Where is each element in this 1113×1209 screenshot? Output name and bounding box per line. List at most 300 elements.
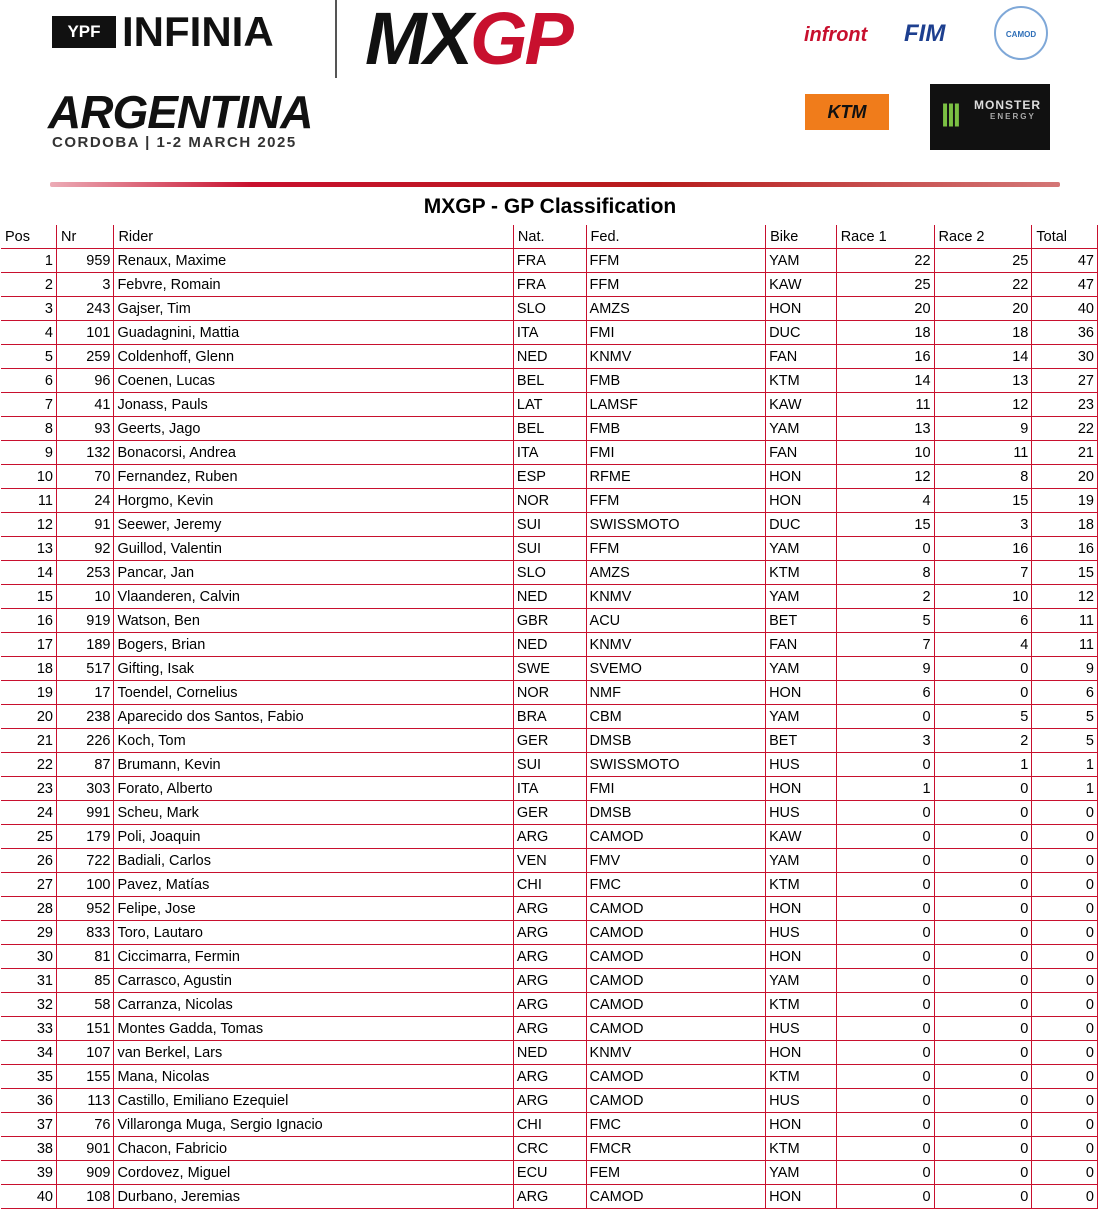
cell-nr: 952 (56, 897, 113, 921)
table-row (1, 321, 1098, 345)
cell-total: 47 (1032, 273, 1098, 297)
cell-rider: Felipe, Jose (114, 897, 513, 921)
mxgp-logo-mx: MX (365, 0, 470, 80)
cell-race1: 11 (836, 393, 934, 417)
cell-nat: GER (513, 729, 586, 753)
cell-rider: Seewer, Jeremy (114, 513, 513, 537)
table-body (1, 249, 1098, 1209)
cell-pos: 19 (1, 681, 56, 705)
cell-race1: 22 (836, 249, 934, 273)
cell-total: 0 (1032, 1113, 1098, 1137)
cell-nr: 100 (56, 873, 113, 897)
cell-race2: 0 (934, 1017, 1032, 1041)
cell-total: 0 (1032, 1137, 1098, 1161)
cell-bike: FAN (766, 441, 837, 465)
cell-race2: 0 (934, 993, 1032, 1017)
cell-nat: ARG (513, 1185, 586, 1209)
cell-bike: YAM (766, 417, 837, 441)
cell-race1: 12 (836, 465, 934, 489)
cell-rider: Ciccimarra, Fermin (114, 945, 513, 969)
table-row (1, 1113, 1098, 1137)
cell-race2: 7 (934, 561, 1032, 585)
cell-nr: 132 (56, 441, 113, 465)
cell-fed: KNMV (586, 585, 766, 609)
cell-nat: LAT (513, 393, 586, 417)
cell-pos: 10 (1, 465, 56, 489)
cell-rider: Coenen, Lucas (114, 369, 513, 393)
cell-bike: FAN (766, 345, 837, 369)
cell-nat: NED (513, 1041, 586, 1065)
table-row (1, 489, 1098, 513)
cell-rider: Guadagnini, Mattia (114, 321, 513, 345)
cell-nat: SWE (513, 657, 586, 681)
cell-pos: 8 (1, 417, 56, 441)
cell-bike: DUC (766, 321, 837, 345)
cell-fed: FMI (586, 321, 766, 345)
cell-pos: 27 (1, 873, 56, 897)
cell-bike: HON (766, 465, 837, 489)
cell-total: 23 (1032, 393, 1098, 417)
cell-nr: 253 (56, 561, 113, 585)
cell-total: 0 (1032, 1089, 1098, 1113)
cell-total: 1 (1032, 753, 1098, 777)
cell-race2: 0 (934, 921, 1032, 945)
cell-nr: 91 (56, 513, 113, 537)
cell-race2: 8 (934, 465, 1032, 489)
cell-fed: CAMOD (586, 1089, 766, 1113)
cell-total: 0 (1032, 1041, 1098, 1065)
cell-race2: 0 (934, 945, 1032, 969)
cell-nr: 87 (56, 753, 113, 777)
cell-nr: 76 (56, 1113, 113, 1137)
cell-total: 0 (1032, 993, 1098, 1017)
table-row (1, 945, 1098, 969)
page-title: MXGP - GP Classification (423, 195, 677, 218)
cell-race1: 0 (836, 801, 934, 825)
table-row (1, 369, 1098, 393)
cell-fed: FFM (586, 489, 766, 513)
table-row (1, 249, 1098, 273)
cell-pos: 18 (1, 657, 56, 681)
cell-race2: 0 (934, 1137, 1032, 1161)
infront-logo: infront (804, 24, 868, 46)
cell-rider: Castillo, Emiliano Ezequiel (114, 1089, 513, 1113)
cell-bike: HON (766, 1041, 837, 1065)
monster-claw-icon: Ⅲ (940, 100, 962, 133)
table-row (1, 705, 1098, 729)
cell-race2: 15 (934, 489, 1032, 513)
table-row (1, 825, 1098, 849)
cell-fed: RFME (586, 465, 766, 489)
cell-pos: 24 (1, 801, 56, 825)
cell-total: 5 (1032, 729, 1098, 753)
event-country: ARGENTINA (48, 86, 313, 138)
table-row (1, 561, 1098, 585)
cell-fed: KNMV (586, 633, 766, 657)
cell-nat: ARG (513, 897, 586, 921)
cell-pos: 1 (1, 249, 56, 273)
cell-rider: Vlaanderen, Calvin (114, 585, 513, 609)
table-row (1, 537, 1098, 561)
cell-nat: NED (513, 633, 586, 657)
event-subtitle: CORDOBA | 1-2 MARCH 2025 (52, 134, 297, 151)
cell-nat: NED (513, 345, 586, 369)
header-red-rule (50, 182, 1060, 187)
cell-nr: 107 (56, 1041, 113, 1065)
table-row (1, 873, 1098, 897)
cell-nat: ARG (513, 1089, 586, 1113)
cell-nr: 58 (56, 993, 113, 1017)
cell-rider: Koch, Tom (114, 729, 513, 753)
cell-nat: FRA (513, 273, 586, 297)
cell-fed: CAMOD (586, 1017, 766, 1041)
cell-nr: 833 (56, 921, 113, 945)
cell-total: 19 (1032, 489, 1098, 513)
cell-nr: 155 (56, 1065, 113, 1089)
cell-bike: DUC (766, 513, 837, 537)
cell-rider: Gajser, Tim (114, 297, 513, 321)
cell-nr: 238 (56, 705, 113, 729)
cell-total: 16 (1032, 537, 1098, 561)
cell-fed: CAMOD (586, 921, 766, 945)
cell-nr: 991 (56, 801, 113, 825)
cell-race1: 16 (836, 345, 934, 369)
cell-nr: 151 (56, 1017, 113, 1041)
cell-bike: HUS (766, 1017, 837, 1041)
cell-fed: CAMOD (586, 897, 766, 921)
cell-bike: KAW (766, 825, 837, 849)
col-header-fed: Fed. (586, 225, 766, 249)
cell-nr: 959 (56, 249, 113, 273)
cell-fed: FFM (586, 537, 766, 561)
cell-race1: 0 (836, 1185, 934, 1209)
cell-pos: 11 (1, 489, 56, 513)
cell-rider: Pavez, Matías (114, 873, 513, 897)
cell-fed: CBM (586, 705, 766, 729)
cell-race1: 8 (836, 561, 934, 585)
table-row (1, 609, 1098, 633)
cell-total: 12 (1032, 585, 1098, 609)
cell-race2: 13 (934, 369, 1032, 393)
cell-pos: 4 (1, 321, 56, 345)
cell-race1: 0 (836, 1113, 934, 1137)
cell-fed: FMB (586, 417, 766, 441)
cell-fed: KNMV (586, 345, 766, 369)
cell-race1: 0 (836, 897, 934, 921)
cell-bike: KAW (766, 393, 837, 417)
cell-pos: 9 (1, 441, 56, 465)
cell-nr: 92 (56, 537, 113, 561)
cell-nr: 96 (56, 369, 113, 393)
cell-rider: Scheu, Mark (114, 801, 513, 825)
cell-fed: FMB (586, 369, 766, 393)
cell-pos: 39 (1, 1161, 56, 1185)
cell-bike: HUS (766, 801, 837, 825)
col-header-race1: Race 1 (836, 225, 934, 249)
table-row (1, 1161, 1098, 1185)
cell-total: 0 (1032, 969, 1098, 993)
table-row (1, 969, 1098, 993)
cell-nat: ARG (513, 969, 586, 993)
cell-race2: 25 (934, 249, 1032, 273)
table-row (1, 681, 1098, 705)
cell-race2: 0 (934, 1113, 1032, 1137)
cell-nr: 226 (56, 729, 113, 753)
cell-race2: 0 (934, 1041, 1032, 1065)
cell-pos: 28 (1, 897, 56, 921)
cell-pos: 25 (1, 825, 56, 849)
cell-nr: 24 (56, 489, 113, 513)
cell-pos: 36 (1, 1089, 56, 1113)
table-row (1, 993, 1098, 1017)
cell-race2: 14 (934, 345, 1032, 369)
cell-total: 0 (1032, 897, 1098, 921)
table-row (1, 849, 1098, 873)
cell-pos: 3 (1, 297, 56, 321)
cell-rider: van Berkel, Lars (114, 1041, 513, 1065)
cell-bike: HUS (766, 1089, 837, 1113)
cell-race1: 14 (836, 369, 934, 393)
cell-nr: 722 (56, 849, 113, 873)
cell-pos: 13 (1, 537, 56, 561)
cell-bike: HON (766, 1113, 837, 1137)
cell-rider: Mana, Nicolas (114, 1065, 513, 1089)
cell-bike: HON (766, 681, 837, 705)
cell-race1: 3 (836, 729, 934, 753)
cell-fed: FFM (586, 273, 766, 297)
cell-rider: Brumann, Kevin (114, 753, 513, 777)
cell-nat: CHI (513, 1113, 586, 1137)
cell-race2: 0 (934, 681, 1032, 705)
cell-race1: 7 (836, 633, 934, 657)
cell-bike: YAM (766, 537, 837, 561)
cell-total: 0 (1032, 1185, 1098, 1209)
cell-race1: 0 (836, 1041, 934, 1065)
cell-race2: 0 (934, 777, 1032, 801)
cell-nat: NOR (513, 681, 586, 705)
cell-race2: 0 (934, 1065, 1032, 1089)
cell-total: 21 (1032, 441, 1098, 465)
col-header-pos: Pos (1, 225, 56, 249)
cell-race1: 13 (836, 417, 934, 441)
cell-fed: DMSB (586, 729, 766, 753)
cell-nat: SLO (513, 561, 586, 585)
cell-nr: 81 (56, 945, 113, 969)
cell-nr: 189 (56, 633, 113, 657)
cell-pos: 7 (1, 393, 56, 417)
cell-race2: 5 (934, 705, 1032, 729)
cell-bike: HUS (766, 753, 837, 777)
cell-total: 0 (1032, 1017, 1098, 1041)
cell-fed: FMI (586, 777, 766, 801)
cell-nr: 10 (56, 585, 113, 609)
table-row (1, 1137, 1098, 1161)
cell-nat: ESP (513, 465, 586, 489)
cell-rider: Fernandez, Ruben (114, 465, 513, 489)
cell-fed: CAMOD (586, 945, 766, 969)
cell-pos: 16 (1, 609, 56, 633)
table-row (1, 1017, 1098, 1041)
cell-bike: HON (766, 945, 837, 969)
cell-fed: AMZS (586, 561, 766, 585)
cell-race2: 0 (934, 1161, 1032, 1185)
cell-rider: Febvre, Romain (114, 273, 513, 297)
cell-race1: 2 (836, 585, 934, 609)
cell-total: 11 (1032, 633, 1098, 657)
cell-race1: 0 (836, 849, 934, 873)
cell-nr: 41 (56, 393, 113, 417)
cell-race1: 0 (836, 873, 934, 897)
cell-pos: 22 (1, 753, 56, 777)
infinia-logo: INFINIA (122, 8, 274, 55)
cell-race2: 0 (934, 657, 1032, 681)
cell-pos: 2 (1, 273, 56, 297)
table-row (1, 921, 1098, 945)
cell-race1: 25 (836, 273, 934, 297)
cell-nat: SUI (513, 753, 586, 777)
cell-total: 0 (1032, 801, 1098, 825)
cell-race1: 15 (836, 513, 934, 537)
cell-total: 9 (1032, 657, 1098, 681)
cell-fed: DMSB (586, 801, 766, 825)
cell-nat: ARG (513, 945, 586, 969)
cell-rider: Aparecido dos Santos, Fabio (114, 705, 513, 729)
cell-rider: Jonass, Pauls (114, 393, 513, 417)
cell-rider: Carranza, Nicolas (114, 993, 513, 1017)
cell-fed: CAMOD (586, 1065, 766, 1089)
cell-pos: 5 (1, 345, 56, 369)
cell-fed: KNMV (586, 1041, 766, 1065)
cell-pos: 37 (1, 1113, 56, 1137)
cell-total: 47 (1032, 249, 1098, 273)
cell-bike: HUS (766, 921, 837, 945)
cell-pos: 15 (1, 585, 56, 609)
cell-bike: HON (766, 1185, 837, 1209)
cell-bike: HON (766, 897, 837, 921)
cell-rider: Carrasco, Agustin (114, 969, 513, 993)
cell-nat: NED (513, 585, 586, 609)
cell-race2: 0 (934, 873, 1032, 897)
cell-race1: 0 (836, 705, 934, 729)
cell-race1: 5 (836, 609, 934, 633)
cell-bike: FAN (766, 633, 837, 657)
cell-race2: 10 (934, 585, 1032, 609)
cell-total: 0 (1032, 921, 1098, 945)
cell-nr: 909 (56, 1161, 113, 1185)
cell-race2: 11 (934, 441, 1032, 465)
cell-rider: Renaux, Maxime (114, 249, 513, 273)
cell-nat: GBR (513, 609, 586, 633)
table-row (1, 465, 1098, 489)
cell-pos: 33 (1, 1017, 56, 1041)
cell-nat: ARG (513, 1065, 586, 1089)
cell-race2: 4 (934, 633, 1032, 657)
cell-race1: 1 (836, 777, 934, 801)
cell-fed: FEM (586, 1161, 766, 1185)
cell-race1: 0 (836, 1161, 934, 1185)
cell-nat: GER (513, 801, 586, 825)
cell-race2: 0 (934, 801, 1032, 825)
cell-pos: 23 (1, 777, 56, 801)
cell-bike: KTM (766, 993, 837, 1017)
cell-race2: 0 (934, 825, 1032, 849)
cell-rider: Badiali, Carlos (114, 849, 513, 873)
table-row (1, 633, 1098, 657)
cell-nat: SUI (513, 537, 586, 561)
cell-total: 0 (1032, 1161, 1098, 1185)
cell-nat: BEL (513, 369, 586, 393)
table-header-row (1, 225, 1098, 249)
cell-race2: 3 (934, 513, 1032, 537)
cell-race1: 6 (836, 681, 934, 705)
table-row (1, 273, 1098, 297)
cell-fed: SVEMO (586, 657, 766, 681)
cell-nr: 517 (56, 657, 113, 681)
cell-total: 27 (1032, 369, 1098, 393)
cell-total: 0 (1032, 1065, 1098, 1089)
table-row (1, 297, 1098, 321)
cell-rider: Toro, Lautaro (114, 921, 513, 945)
table-row (1, 1041, 1098, 1065)
ktm-logo: KTM (805, 94, 889, 130)
cell-total: 30 (1032, 345, 1098, 369)
cell-bike: BET (766, 729, 837, 753)
cell-nat: ARG (513, 993, 586, 1017)
cell-rider: Durbano, Jeremias (114, 1185, 513, 1209)
classification-table (1, 225, 1098, 1209)
cell-race2: 12 (934, 393, 1032, 417)
col-header-nr: Nr (56, 225, 113, 249)
cell-race2: 22 (934, 273, 1032, 297)
cell-nat: ARG (513, 1017, 586, 1041)
cell-pos: 38 (1, 1137, 56, 1161)
cell-nat: NOR (513, 489, 586, 513)
cell-bike: HON (766, 777, 837, 801)
cell-pos: 40 (1, 1185, 56, 1209)
cell-race2: 6 (934, 609, 1032, 633)
cell-bike: KTM (766, 369, 837, 393)
cell-fed: CAMOD (586, 1185, 766, 1209)
mxgp-logo (365, 0, 571, 80)
cell-nr: 17 (56, 681, 113, 705)
monster-wordmark: MONSTER (974, 98, 1041, 112)
cell-race2: 18 (934, 321, 1032, 345)
cell-nr: 108 (56, 1185, 113, 1209)
camod-logo: CAMOD (994, 6, 1048, 60)
col-header-total: Total (1032, 225, 1098, 249)
cell-nr: 179 (56, 825, 113, 849)
cell-bike: KTM (766, 1137, 837, 1161)
cell-race1: 0 (836, 753, 934, 777)
cell-pos: 14 (1, 561, 56, 585)
table-row (1, 657, 1098, 681)
cell-total: 36 (1032, 321, 1098, 345)
table-row (1, 777, 1098, 801)
cell-fed: SWISSMOTO (586, 753, 766, 777)
cell-bike: KTM (766, 873, 837, 897)
table-row (1, 513, 1098, 537)
cell-nat: SUI (513, 513, 586, 537)
table-row (1, 1185, 1098, 1209)
cell-fed: AMZS (586, 297, 766, 321)
table-row (1, 897, 1098, 921)
cell-nat: ITA (513, 321, 586, 345)
cell-total: 1 (1032, 777, 1098, 801)
cell-rider: Montes Gadda, Tomas (114, 1017, 513, 1041)
cell-nat: BRA (513, 705, 586, 729)
table-row (1, 729, 1098, 753)
cell-bike: YAM (766, 249, 837, 273)
